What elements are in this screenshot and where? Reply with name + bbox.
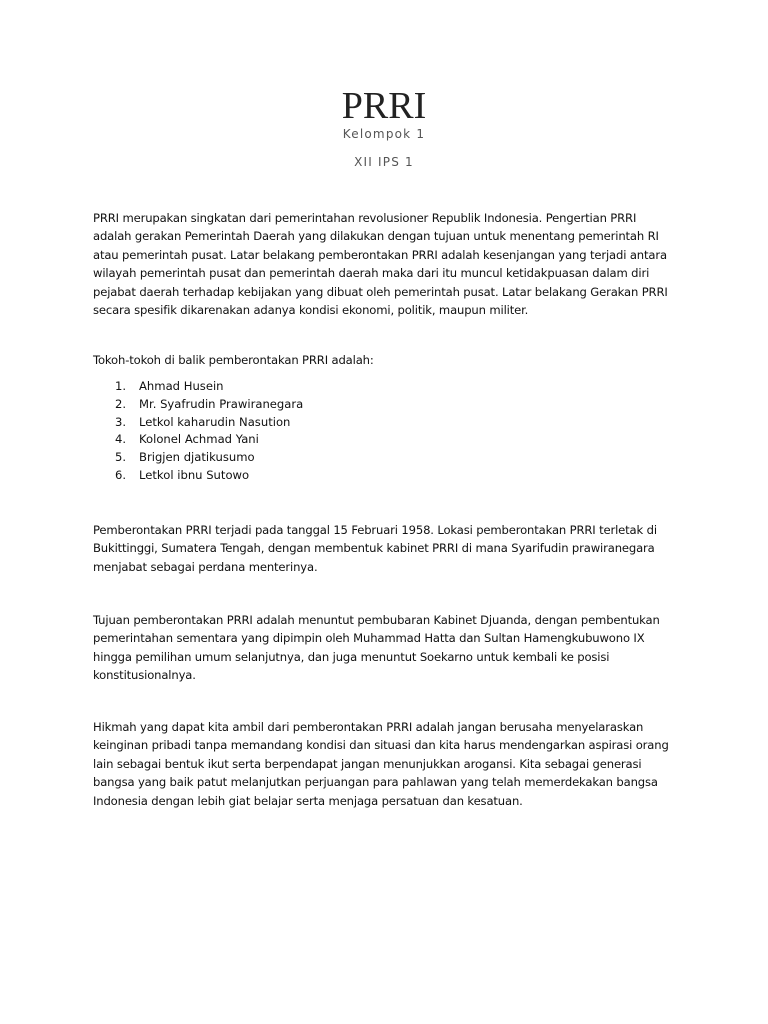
- list-item-number: 1.: [115, 379, 127, 393]
- list-item-number: 6.: [115, 467, 127, 482]
- paragraph-text: Tujuan pemberontakan PRRI adalah menuntut pembubaran Kabinet Djuanda, dengan pembentukan pemerintahan sementara yang dipimpin oleh Muhammad Hatta dan Sultan Hamengkubuwono IX hingga pemilihan umum selanjutnya, dan juga menuntut Soekarno untuk kembali ke posisi konstitusionalnya.: [93, 613, 660, 683]
- paragraph-text: PRRI merupakan singkatan dari pemerintahan revolusioner Republik Indonesia. Pengertian PRRI adalah gerakan Pemerintah Daerah yang dilakukan dengan tujuan untuk menentang pemerintah RI atau pemerintah pusat. Latar belakang pemberontakan PRRI adalah kesenjangan yang terjadi antara wilayah pemerintah pusat dan pemerintah daerah maka dari itu muncul ketidakpuasan dalam diri pejabat daerah terhadap kebijakan yang dibuat oleh pemerintah pusat. Latar belakang Gerakan PRRI secara spesifik dikarenakan adanya kondisi ekonomi, politik, maupun militer.: [93, 211, 668, 318]
- paragraph-text: Pemberontakan PRRI terjadi pada tanggal 15 Februari 1958. Lokasi pemberontakan PRRI terletak di Bukittinggi, Sumatera Tengah, dengan membentuk kabinet PRRI di mana Syarifudin prawiranegara menjabat sebagai perdana menterinya.: [93, 523, 657, 574]
- list-item-number: 2.: [115, 396, 127, 411]
- list-item-text: Letkol kaharudin Nasution: [139, 414, 291, 429]
- list-item: [93, 396, 303, 414]
- intro-paragraph: [93, 209, 673, 319]
- list-item-text: Brigjen djatikusumo: [139, 450, 255, 465]
- document-title: PRRI: [341, 85, 427, 127]
- list-item: [93, 431, 303, 449]
- list-item: [93, 467, 303, 485]
- paragraph-text: Tokoh-tokoh di balik pemberontakan PRRI adalah:: [93, 353, 374, 367]
- list-item-number: 3.: [115, 414, 127, 429]
- list-item: [93, 378, 303, 396]
- list-item-text: Ahmad Husein: [139, 379, 224, 393]
- figures-intro-paragraph: [93, 351, 673, 369]
- list-item-text: Kolonel Achmad Yani: [139, 432, 259, 447]
- figures-list: [93, 378, 303, 485]
- goal-paragraph: [93, 611, 673, 685]
- paragraph-text: Hikmah yang dapat kita ambil dari pemberontakan PRRI adalah jangan berusaha menyelaraskan keinginan pribadi tanpa memandang kondisi dan situasi dan kita harus mendengarkan aspirasi orang lain sebagai bentuk ikut serta berpendapat jangan menunjukkan arogansi. Kita sebagai generasi bangsa yang baik patut melanjutkan perjuangan para pahlawan yang telah memerdekakan bangsa Indonesia dengan lebih giat belajar serta menjaga persatuan dan kesatuan.: [93, 720, 669, 808]
- list-item: [93, 449, 303, 467]
- lesson-paragraph: [93, 718, 673, 810]
- list-item-number: 5.: [115, 450, 127, 465]
- class-subtitle: XII IPS 1: [354, 155, 414, 169]
- list-item-number: 4.: [115, 432, 127, 447]
- event-paragraph: [93, 521, 673, 576]
- group-subtitle: Kelompok 1: [342, 127, 426, 141]
- list-item-text: Letkol ibnu Sutowo: [139, 467, 250, 482]
- list-item-text: Mr. Syafrudin Prawiranegara: [139, 396, 304, 411]
- list-item: [93, 414, 303, 432]
